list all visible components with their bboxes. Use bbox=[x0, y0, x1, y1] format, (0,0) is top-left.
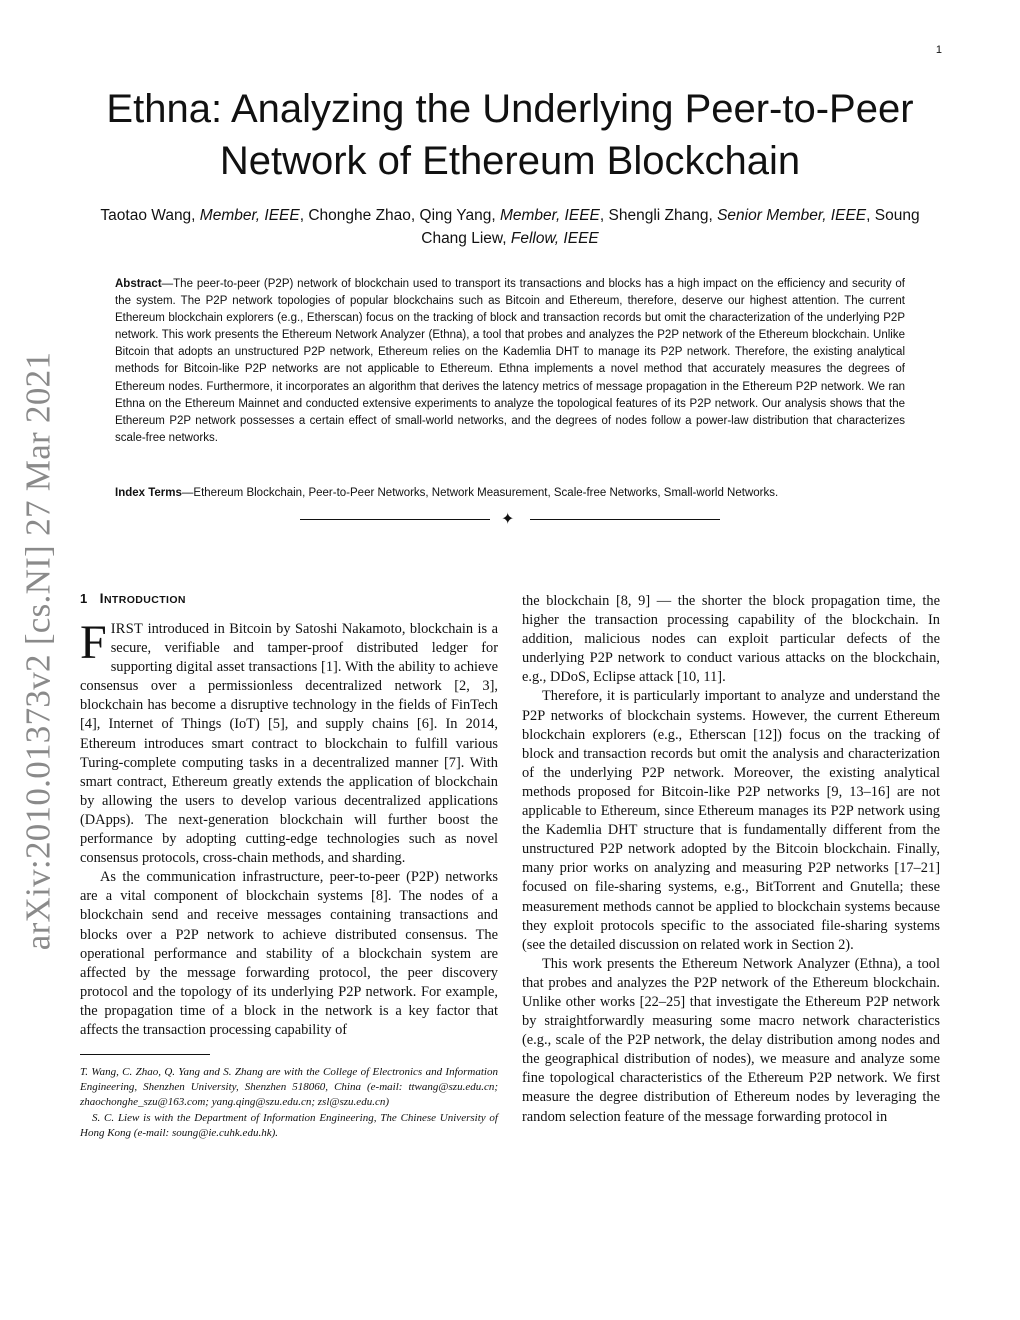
author-1: Taotao Wang, bbox=[100, 207, 200, 224]
abstract-text: —The peer-to-peer (P2P) network of blockchain used to transport its transactions and blocks has a high impact on the efficiency and security of the system. The P2P network topologies of popular blockchains such as Bitcoin and Ethereum, therefore, deserve our highest attention. The current Ethereum blockchain explorers (e.g., Etherscan) focus on the tracking of block and transaction records but omit the characterization of the underlying P2P network. This work presents the Ethereum Network Analyzer (Ethna), a tool that probes and analyzes the P2P network of the Ethereum blockchain. Unlike Bitcoin that adopts an unstructured P2P network, Ethereum relies on the Kademlia DHT to manage its P2P network. Therefore, the existing analytical methods for Bitcoin-like P2P networks are not applicable to Ethereum. Ethna implements a novel method that accurately measures the degrees of Ethereum nodes. Furthermore, it incorporates an algorithm that derives the latency metrics of message propagation in the Ethereum P2P network. We ran Ethna on the Ethereum Mainnet and conducted extensive experiments to analyze the topological features of its P2P network. Our analysis shows that the Ethereum P2P network possesses a certain effect of small-world networks, and the degrees of nodes follow a power-law distribution that characterizes scale-free networks. bbox=[115, 278, 905, 444]
page-number: 1 bbox=[935, 44, 942, 56]
footnote-rule bbox=[80, 1054, 210, 1055]
abstract bbox=[115, 276, 905, 447]
paper-title bbox=[90, 83, 930, 187]
author-list bbox=[80, 204, 940, 250]
body-paragraph: This work presents the Ethereum Network Analyzer (Ethna), a tool that probes and analyzes the P2P network of the Ethereum blockchain. Unlike other works [22–25] that investigate the Ethereum P2P network by straightforwardly measuring some macro network characteristics (e.g., scale of the P2P network, the delay distribution among nodes and the geographical distribution of nodes), we measure and analyze some fine topological characteristics of the Ethereum P2P network. We first measure the degree distribution of Ethereum nodes by leveraging the random selection feature of the message forwarding protocol in bbox=[522, 955, 940, 1125]
section-heading bbox=[80, 590, 498, 608]
body-paragraph: As the communication infrastructure, peer-to-peer (P2P) networks are a vital component of blockchain systems [8]. The nodes of a blockchain send and receive messages containing transactions and blocks over a P2P network to achieve distributed consensus. The operational performance and stability of a blockchain system are affected by the message forwarding protocol, the peer discovery protocol and the topology of its underlying P2P network. For example, the propagation time of a block in the network is a key factor that affects the transaction processing capability of bbox=[80, 869, 498, 1038]
section-title-initial: I bbox=[99, 590, 104, 606]
section-separator bbox=[300, 510, 720, 534]
footnote-affiliation-1: T. Wang, C. Zhao, Q. Yang and S. Zhang are with the College of Electronics and Information Engineering, Shenzhen University, Shenzhen 518060, China (e-mail: ttwang@szu.edu.cn; zhaochonghe_szu@163.com; yang.qing@szu.edu.cn; zsl@szu.edu.cn) bbox=[80, 1066, 498, 1109]
author-3: , Shengli Zhang, bbox=[599, 207, 718, 224]
author-1-role: Member, IEEE bbox=[199, 207, 300, 224]
paragraph-text: introduced in Bitcoin by Satoshi Nakamoto, blockchain is a secure, verifiable and tamper-proof distributed ledger for supporting digital asset transactions [1]. With the ability to achieve consensus over a permissionless decentralized network [2, 3], blockchain has become a disruptive technology in the fields of FinTech [4], Internet of Things (IoT) [5], and supply chains [6]. In 2014, Ethereum introduces smart contract to blockchain to fulfill various Turing-complete computing tasks in a decentralized manner [7]. With smart contract, Ethereum greatly extends the application of blockchain by allowing the users to develop various decentralized applications (DApps). The next-generation blockchain will further boost the performance by adopting cutting-edge technologies such as novel consensus protocols, cross-chain methods, and sharding. bbox=[80, 621, 498, 867]
arxiv-stamp bbox=[6, 351, 70, 951]
body-paragraph: Therefore, it is particularly important to analyze and understand the P2P networks of blockchain systems. However, the current Ethereum blockchain explorers (e.g., Etherscan [12]) focus on the tracking of block and transaction records but omit the analysis and characterization of the underlying P2P network. Moreover, the existing analytical methods proposed for Bitcoin-like P2P networks [9, 13–16] are not applicable to Ethereum, since Ethereum manages its P2P network using the Kademlia DHT structure that is fundamentally different from the unstructured P2P network adopted by the Bitcoin blockchain. Finally, many prior works on analyzing and measuring P2P networks [17–21] focused on file-sharing systems, e.g., BitTorrent and Gnutella; these measurement methods cannot be applied to blockchain systems because they exploit protocols specific to the associated file-sharing systems (see the detailed discussion on related work in Section 2). bbox=[522, 688, 940, 953]
author-4-role: Fellow, IEEE bbox=[510, 230, 599, 247]
arxiv-stamp-text: arXiv:2010.01373v2 [cs.NI] 27 Mar 2021 bbox=[18, 351, 57, 951]
title-line-2: Network of Ethereum Blockchain bbox=[219, 139, 801, 183]
footnote-affiliation-2: S. C. Liew is with the Department of Information Engineering, The Chinese University of Hong Kong (e-mail: soung@ie.cuhk.edu.hk). bbox=[80, 1111, 498, 1139]
author-2: , Chonghe Zhao, Qing Yang, bbox=[299, 207, 500, 224]
drop-cap: F bbox=[80, 616, 107, 669]
index-terms-text: —Ethereum Blockchain, Peer-to-Peer Networks, Network Measurement, Scale-free Networks, Small-world Networks. bbox=[181, 487, 779, 499]
right-column bbox=[522, 592, 940, 1127]
index-terms-label: Index Terms bbox=[115, 487, 182, 499]
body-paragraph bbox=[80, 616, 498, 868]
title-line-1: Ethna: Analyzing the Underlying Peer-to-Peer bbox=[106, 87, 914, 131]
section-title-rest: NTRODUCTION bbox=[103, 594, 186, 606]
section-number: 1 bbox=[80, 591, 88, 606]
index-terms bbox=[115, 485, 905, 502]
separator-diamond-icon: ✦ bbox=[501, 511, 515, 528]
abstract-label: Abstract bbox=[115, 278, 162, 290]
author-3-role: Senior Member, IEEE bbox=[717, 207, 867, 224]
body-paragraph: the blockchain [8, 9] — the shorter the block propagation time, the higher the transaction processing capability of the blockchain. In addition, malicious nodes can exploit particular defects of the underlying P2P network to conduct various attacks on the blockchain, e.g., DDoS, Eclipse attack [10, 11]. bbox=[522, 593, 940, 686]
author-2-role: Member, IEEE bbox=[499, 207, 600, 224]
left-column bbox=[80, 590, 498, 1141]
author-4: , Soung Chang Liew, bbox=[421, 207, 920, 247]
separator-rule-left bbox=[300, 519, 490, 520]
opening-smallcaps: IRST bbox=[110, 621, 144, 637]
separator-rule-right bbox=[530, 519, 720, 520]
